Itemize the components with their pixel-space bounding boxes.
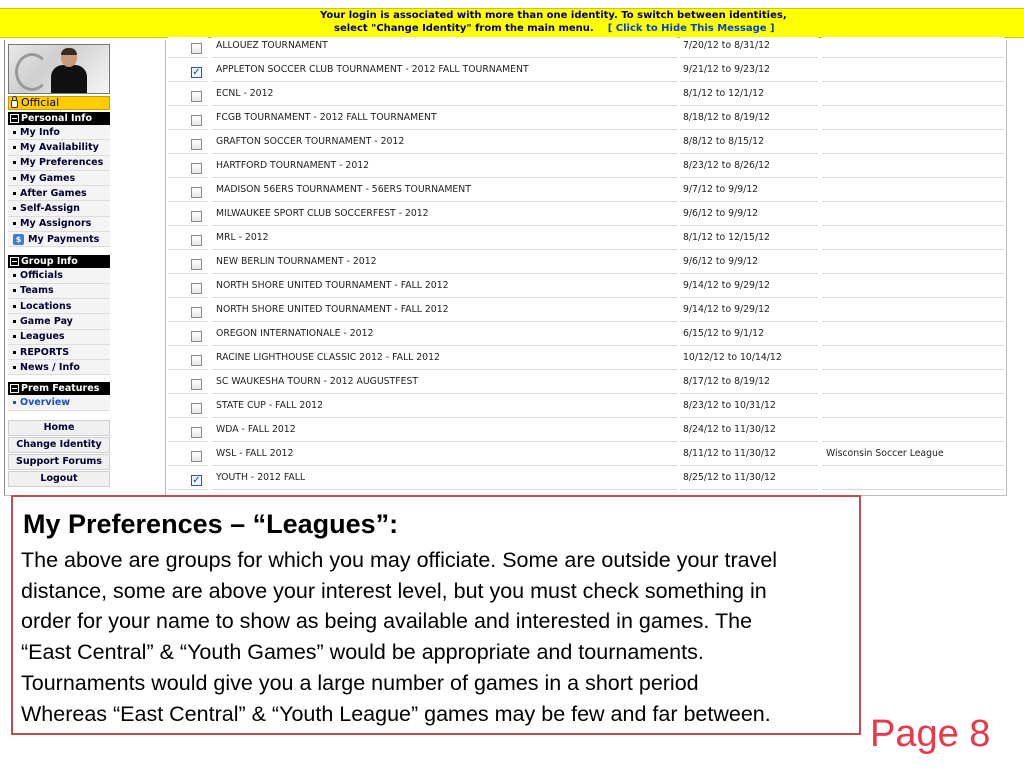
league-checkbox[interactable] (191, 91, 202, 102)
sidebar-item-news-info[interactable] (8, 360, 110, 375)
league-name: ECNL - 2012 (216, 88, 274, 99)
league-dates: 8/17/12 to 8/19/12 (683, 376, 770, 387)
league-name: MADISON 56ERS TOURNAMENT - 56ERS TOURNAMENT (216, 184, 471, 195)
bullet-icon (13, 289, 16, 292)
league-name: MRL - 2012 (216, 232, 269, 243)
league-name: MILWAUKEE SPORT CLUB SOCCERFEST - 2012 (216, 208, 429, 219)
table-cell (168, 301, 208, 322)
bullet-icon (13, 131, 16, 134)
league-name: APPLETON SOCCER CLUB TOURNAMENT - 2012 FALL TOURNAMENT (216, 64, 529, 75)
sidebar-item-label: After Games (20, 187, 87, 199)
table-cell (168, 277, 208, 298)
collapse-icon (10, 114, 19, 123)
note-line: “East Central” & “Youth Games” would be appropriate and tournaments. (21, 640, 704, 665)
collapse-icon (10, 384, 19, 393)
sidebar-item-label: Officials (20, 270, 63, 282)
avatar (8, 44, 110, 94)
league-preferences-table (168, 36, 1004, 492)
league-dates: 8/24/12 to 11/30/12 (683, 424, 776, 435)
league-checkbox[interactable] (191, 163, 202, 174)
table-cell (822, 301, 1004, 322)
table-cell (168, 85, 208, 106)
table-row (168, 36, 1004, 60)
league-name: WDA - FALL 2012 (216, 424, 296, 435)
table-cell (212, 85, 677, 106)
league-name: RACINE LIGHTHOUSE CLASSIC 2012 - FALL 2012 (216, 352, 440, 363)
table-cell (822, 157, 1004, 178)
table-row (168, 156, 1004, 180)
table-row (168, 180, 1004, 204)
sidebar-item-label: My Games (20, 172, 76, 184)
league-dates: 8/23/12 to 8/26/12 (683, 160, 770, 171)
league-checkbox[interactable] (191, 403, 202, 414)
table-row (168, 324, 1004, 348)
explanation-box (11, 495, 861, 735)
banner-line-2-text: select "Change Identity" from the main menu. (334, 23, 594, 34)
table-cell (822, 277, 1004, 298)
section-prem-label: Prem Features (21, 383, 100, 395)
league-name: ALLOUEZ TOURNAMENT (216, 40, 328, 51)
league-dates: 9/14/12 to 9/29/12 (683, 304, 770, 315)
table-row (168, 348, 1004, 372)
league-dates: 7/20/12 to 8/31/12 (683, 40, 770, 51)
table-cell (822, 325, 1004, 346)
sidebar-item-label: My Info (20, 126, 60, 138)
league-checkbox[interactable] (191, 283, 202, 294)
sidebar-item-label: My Preferences (20, 157, 104, 169)
league-checkbox[interactable] (191, 43, 202, 54)
league-checkbox[interactable] (191, 187, 202, 198)
table-row (168, 84, 1004, 108)
league-dates: 9/21/12 to 9/23/12 (683, 64, 770, 75)
league-dates: 6/15/12 to 9/1/12 (683, 328, 765, 339)
note-line: order for your name to show as being available and interested in games. The (21, 609, 753, 634)
bullet-icon (13, 192, 16, 195)
page-frame-right (1006, 40, 1007, 496)
table-cell (168, 157, 208, 178)
table-cell (168, 349, 208, 370)
league-dates: 8/11/12 to 11/30/12 (683, 448, 776, 459)
league-name: SC WAUKESHA TOURN - 2012 AUGUSTFEST (216, 376, 419, 387)
sidebar-item-label: News / Info (20, 361, 80, 373)
league-checkbox[interactable] (191, 211, 202, 222)
table-cell (212, 229, 677, 250)
dollar-icon: $ (13, 234, 24, 245)
table-cell (822, 133, 1004, 154)
bullet-icon (13, 401, 16, 404)
sidebar-item-label: My Assignors (20, 218, 92, 230)
league-name: HARTFORD TOURNAMENT - 2012 (216, 160, 370, 171)
sidebar-item-my-assignors[interactable] (8, 217, 110, 232)
role-tab-official[interactable] (8, 96, 110, 110)
bullet-icon (13, 161, 16, 164)
league-checkbox[interactable]: ✓ (192, 67, 201, 78)
league-name: YOUTH - 2012 FALL (216, 472, 306, 483)
home-button[interactable]: Home (8, 420, 110, 436)
league-dates: 9/14/12 to 9/29/12 (683, 280, 770, 291)
table-cell (822, 421, 1004, 442)
sidebar-item-label: My Availability (20, 141, 99, 153)
note-body (21, 545, 851, 729)
league-name: FCGB TOURNAMENT - 2012 FALL TOURNAMENT (216, 112, 437, 123)
league-checkbox[interactable] (191, 115, 202, 126)
sidebar-item-leagues[interactable] (8, 330, 110, 345)
sidebar-item-my-availability[interactable] (8, 140, 110, 155)
league-name: NORTH SHORE UNITED TOURNAMENT - FALL 2012 (216, 280, 449, 291)
note-line: Whereas “East Central” & “Youth League” games may be few and far between. (21, 701, 771, 726)
table-cell (168, 37, 208, 58)
table-row (168, 468, 1004, 492)
bullet-icon (13, 207, 16, 210)
sidebar-item-label: Self-Assign (20, 203, 80, 215)
league-parent: Wisconsin Soccer League (826, 448, 944, 459)
table-row (168, 108, 1004, 132)
league-checkbox[interactable] (191, 259, 202, 270)
league-dates: 8/18/12 to 8/19/12 (683, 112, 770, 123)
avatar-body (51, 65, 87, 94)
table-cell (168, 373, 208, 394)
logo-swoosh (15, 53, 49, 91)
sidebar-item-label: My Payments (28, 233, 100, 245)
table-cell (168, 253, 208, 274)
page-number: Page 8 (870, 713, 991, 755)
league-dates: 10/12/12 to 10/14/12 (683, 352, 782, 363)
section-group-label: Group Info (21, 256, 78, 268)
sidebar-item-my-preferences[interactable] (8, 156, 110, 171)
note-line: The above are groups for which you may officiate. Some are outside your travel (21, 548, 778, 572)
table-cell (822, 37, 1004, 58)
bullet-icon (13, 351, 16, 354)
league-name: GRAFTON SOCCER TOURNAMENT - 2012 (216, 136, 405, 147)
table-cell (168, 109, 208, 130)
bullet-icon (13, 177, 16, 180)
table-cell (168, 61, 208, 82)
sidebar-item-label: Overview (20, 397, 71, 409)
section-group-info[interactable] (8, 255, 110, 268)
note-line: distance, some are above your interest level, but you must check something in (21, 578, 767, 603)
sidebar-item-self-assign[interactable] (8, 201, 110, 216)
section-personal-label: Personal Info (21, 113, 92, 124)
league-dates: 9/7/12 to 9/9/12 (683, 184, 759, 195)
league-dates: 8/1/12 to 12/1/12 (683, 88, 765, 99)
sidebar-item-teams[interactable] (8, 284, 110, 299)
table-cell (168, 181, 208, 202)
bullet-icon (13, 274, 16, 277)
table-cell (168, 205, 208, 226)
table-cell (822, 349, 1004, 370)
table-cell (822, 373, 1004, 394)
bullet-icon (13, 305, 16, 308)
page-frame-left (4, 40, 5, 496)
sidebar (8, 44, 112, 496)
league-checkbox[interactable] (191, 139, 202, 150)
sidebar-item-overview[interactable] (8, 395, 110, 410)
section-personal-info[interactable] (8, 112, 110, 125)
league-dates: 8/23/12 to 10/31/12 (683, 400, 776, 411)
table-cell (168, 445, 208, 466)
table-row (168, 444, 1004, 468)
sidebar-item-game-pay[interactable] (8, 314, 110, 329)
league-checkbox[interactable] (191, 451, 202, 462)
banner-line-1: Your login is associated with more than one identity. To switch between identities, (320, 10, 787, 21)
role-tab-label: Official (21, 96, 60, 109)
sidebar-item-my-info[interactable] (8, 125, 110, 140)
table-divider (165, 40, 166, 496)
bullet-icon (13, 146, 16, 149)
table-cell (822, 181, 1004, 202)
bullet-icon (13, 222, 16, 225)
sidebar-item-label: Teams (20, 285, 54, 297)
lock-icon (11, 100, 18, 108)
sidebar-item-after-games[interactable] (8, 186, 110, 201)
table-cell (168, 397, 208, 418)
league-dates: 9/6/12 to 9/9/12 (683, 256, 759, 267)
table-row (168, 132, 1004, 156)
note-line: Tournaments would give you a large number of games in a short period (21, 670, 699, 695)
section-prem-features[interactable] (8, 382, 110, 395)
table-row (168, 420, 1004, 444)
sidebar-item-label: Game Pay (20, 315, 73, 327)
league-name: STATE CUP - FALL 2012 (216, 400, 323, 411)
table-cell (822, 205, 1004, 226)
table-row (168, 204, 1004, 228)
avatar-hair (61, 48, 77, 55)
league-checkbox[interactable] (191, 379, 202, 390)
banner-line-2 (334, 23, 775, 34)
bullet-icon (13, 335, 16, 338)
league-name: NEW BERLIN TOURNAMENT - 2012 (216, 256, 377, 267)
table-row (168, 372, 1004, 396)
league-checkbox[interactable] (191, 307, 202, 318)
league-checkbox[interactable] (191, 355, 202, 366)
sidebar-item-officials[interactable] (8, 268, 110, 283)
table-row (168, 252, 1004, 276)
sidebar-item-label: Leagues (20, 331, 65, 343)
identity-banner (0, 8, 1024, 38)
table-cell (822, 253, 1004, 274)
table-row (168, 300, 1004, 324)
table-cell (168, 325, 208, 346)
league-checkbox[interactable] (191, 331, 202, 342)
league-dates: 8/25/12 to 11/30/12 (683, 472, 776, 483)
collapse-icon (10, 257, 19, 266)
league-name: OREGON INTERNATIONALE - 2012 (216, 328, 374, 339)
league-dates: 8/1/12 to 12/15/12 (683, 232, 770, 243)
table-cell (822, 61, 1004, 82)
sidebar-item-my-games[interactable] (8, 171, 110, 186)
table-cell (822, 397, 1004, 418)
league-dates: 8/8/12 to 8/15/12 (683, 136, 765, 147)
sidebar-item-label: Locations (20, 300, 72, 312)
logout-button[interactable]: Logout (8, 471, 110, 487)
change-identity-button[interactable]: Change Identity (8, 437, 110, 453)
table-cell (822, 109, 1004, 130)
sidebar-item-label: REPORTS (20, 346, 70, 358)
table-row (168, 276, 1004, 300)
table-cell (168, 469, 208, 490)
sidebar-item-reports[interactable] (8, 345, 110, 360)
league-dates: 9/6/12 to 9/9/12 (683, 208, 759, 219)
bullet-icon (13, 366, 16, 369)
table-cell (822, 85, 1004, 106)
table-row (168, 60, 1004, 84)
table-row (168, 228, 1004, 252)
league-name: NORTH SHORE UNITED TOURNAMENT - FALL 2012 (216, 304, 449, 315)
spacer (8, 411, 112, 419)
support-forums-button[interactable]: Support Forums (8, 454, 110, 470)
note-title: My Preferences – “Leagues”: (23, 509, 399, 539)
table-cell (822, 469, 1004, 490)
league-name: WSL - FALL 2012 (216, 448, 294, 459)
sidebar-item-locations[interactable] (8, 299, 110, 314)
sidebar-item-my-payments[interactable] (8, 232, 110, 247)
league-checkbox[interactable] (191, 235, 202, 246)
table-cell (168, 133, 208, 154)
table-row (168, 396, 1004, 420)
table-cell (168, 421, 208, 442)
league-checkbox[interactable] (191, 427, 202, 438)
hide-message-link[interactable]: [ Click to Hide This Message ] (607, 23, 775, 34)
table-cell (822, 229, 1004, 250)
bullet-icon (13, 320, 16, 323)
table-cell (168, 229, 208, 250)
league-checkbox[interactable]: ✓ (192, 475, 201, 486)
